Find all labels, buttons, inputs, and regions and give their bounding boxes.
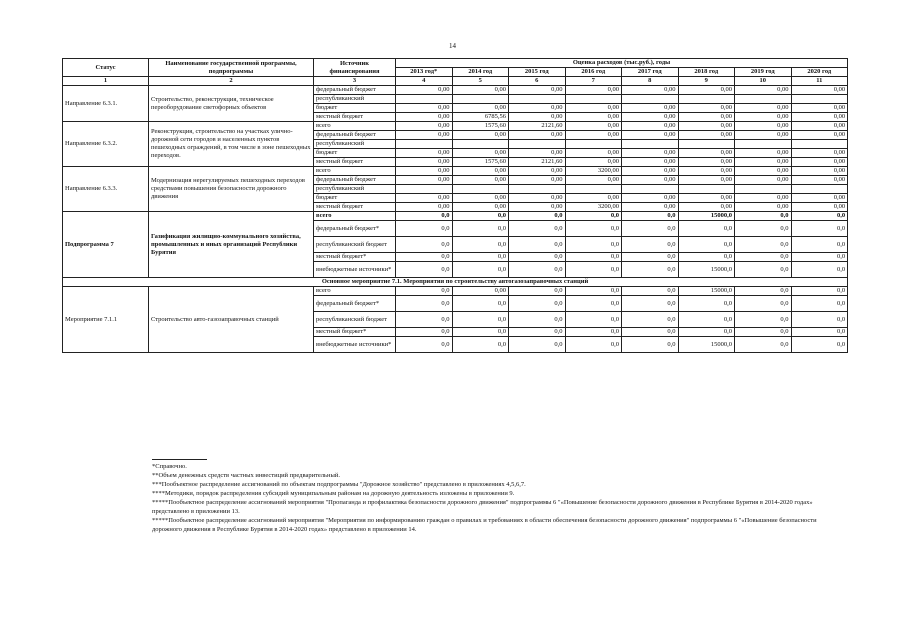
- row-source: внебюджетные источники*: [314, 262, 396, 278]
- row-value: 0,00: [396, 131, 453, 140]
- row-value: 0,0: [452, 237, 509, 253]
- row-value: 15000,0: [678, 287, 735, 296]
- footnote: ***Пообъектное распределение ассигнований по объектам подпрограммы "Дорожное хозяйство" представлено в приложениях 4,5,6,7.: [152, 481, 526, 488]
- row-value: [396, 95, 453, 104]
- row-value: 0,00: [791, 194, 848, 203]
- row-value: 0,00: [791, 158, 848, 167]
- row-status: Направление 6.3.2.: [63, 122, 149, 167]
- row-value: 15000,0: [678, 212, 735, 221]
- row-value: 0,0: [791, 328, 848, 337]
- row-value: 0,0: [452, 212, 509, 221]
- row-value: 0,0: [396, 262, 453, 278]
- row-value: 0,0: [565, 262, 622, 278]
- page-number: 14: [449, 42, 456, 50]
- row-value: 0,0: [791, 237, 848, 253]
- row-value: 0,00: [396, 149, 453, 158]
- row-value: 0,0: [735, 221, 792, 237]
- row-value: 0,0: [452, 262, 509, 278]
- row-value: 0,00: [565, 194, 622, 203]
- row-value: 0,00: [735, 167, 792, 176]
- row-value: 0,0: [678, 312, 735, 328]
- row-value: 0,0: [452, 253, 509, 262]
- row-value: 0,0: [678, 328, 735, 337]
- table-row: [63, 287, 848, 296]
- row-value: 0,0: [735, 337, 792, 353]
- table-body: [63, 86, 848, 353]
- row-value: 0,00: [791, 113, 848, 122]
- row-value: 0,0: [622, 296, 679, 312]
- column-number: 8: [622, 77, 679, 86]
- header-status: Статус: [63, 59, 149, 77]
- row-value: 0,0: [396, 287, 453, 296]
- footnote: *****Пообъектное распределение ассигнований мероприятия "Мероприятия по информированию граждан о правилах и требованиях в области обеспечения безопасности дорожного движения" подпрограммы 6 "«Повышение безопасности дорожного движения в Республике Бурятия в 2014-2020 годах» представлено в приложении 14.: [152, 517, 817, 533]
- row-value: 0,00: [622, 131, 679, 140]
- row-name: Модернизация нерегулируемых пешеходных переходов средствами повышения безопасности дорожного движения: [149, 167, 314, 212]
- row-source: всего: [314, 212, 396, 221]
- year-header: 2020 год: [791, 68, 848, 77]
- column-number: 7: [565, 77, 622, 86]
- row-value: 0,00: [678, 203, 735, 212]
- row-value: 0,00: [622, 158, 679, 167]
- row-source: республиканский бюджет: [314, 237, 396, 253]
- row-value: 0,00: [791, 104, 848, 113]
- row-value: 0,0: [509, 237, 566, 253]
- row-value: 0,00: [791, 122, 848, 131]
- row-value: 0,00: [396, 203, 453, 212]
- row-value: 0,00: [452, 86, 509, 95]
- row-value: 0,00: [622, 122, 679, 131]
- row-value: 0,00: [509, 131, 566, 140]
- row-value: 0,00: [509, 194, 566, 203]
- row-value: [452, 140, 509, 149]
- row-value: 0,00: [509, 104, 566, 113]
- row-value: 0,00: [509, 176, 566, 185]
- row-value: 0,00: [622, 176, 679, 185]
- row-value: 0,0: [509, 296, 566, 312]
- row-value: 3200,00: [565, 203, 622, 212]
- row-value: 0,0: [678, 253, 735, 262]
- year-header: 2018 год: [678, 68, 735, 77]
- row-value: 0,00: [509, 113, 566, 122]
- row-source: республиканский: [314, 185, 396, 194]
- row-value: 0,00: [735, 104, 792, 113]
- row-value: 0,0: [735, 237, 792, 253]
- row-value: 0,00: [735, 203, 792, 212]
- row-value: 0,0: [622, 312, 679, 328]
- year-header: 2013 год*: [396, 68, 453, 77]
- row-value: 0,0: [622, 237, 679, 253]
- row-value: 0,0: [735, 312, 792, 328]
- row-value: 15000,0: [678, 337, 735, 353]
- row-value: 0,0: [622, 253, 679, 262]
- column-number: 4: [396, 77, 453, 86]
- row-status: Направление 6.3.1.: [63, 86, 149, 122]
- row-value: 0,0: [509, 221, 566, 237]
- header-row: [63, 59, 848, 68]
- row-value: 0,0: [678, 296, 735, 312]
- expense-table: [62, 58, 848, 353]
- row-value: [791, 185, 848, 194]
- row-value: 0,0: [565, 296, 622, 312]
- row-value: 0,0: [396, 253, 453, 262]
- row-value: 0,0: [396, 328, 453, 337]
- row-name: Строительство авто-газозаправочных станций: [149, 287, 314, 353]
- row-source: местный бюджет*: [314, 328, 396, 337]
- row-value: 0,00: [678, 122, 735, 131]
- column-number: 1: [63, 77, 149, 86]
- row-status: Подпрограмма 7: [63, 212, 149, 278]
- row-name: Строительство, реконструкция, техническое переоборудование светофорных объектов: [149, 86, 314, 122]
- row-source: местный бюджет*: [314, 253, 396, 262]
- footnote: **Объем денежных средств частных инвестиций предварительный.: [152, 472, 340, 479]
- row-value: [452, 185, 509, 194]
- row-value: 0,0: [622, 328, 679, 337]
- footnotes: [152, 459, 842, 534]
- row-source: бюджет: [314, 104, 396, 113]
- row-value: 0,0: [509, 312, 566, 328]
- row-value: 0,0: [452, 296, 509, 312]
- row-value: [565, 95, 622, 104]
- row-source: местный бюджет: [314, 203, 396, 212]
- column-number: 2: [149, 77, 314, 86]
- footnote: *****Пообъектное распределение ассигнований мероприятия "Пропаганда и профилактика безопасности дорожного движения" подпрограммы 6 "«Повышение безопасности дорожного движения в Республике Бурятия в 2014-2020 годах» представлено в приложении 13.: [152, 499, 813, 515]
- table-row: [63, 122, 848, 131]
- row-value: 0,00: [678, 194, 735, 203]
- row-value: 0,00: [565, 86, 622, 95]
- row-value: [791, 95, 848, 104]
- row-value: 0,0: [452, 337, 509, 353]
- column-number-row: [63, 77, 848, 86]
- row-value: [509, 140, 566, 149]
- row-value: 0,00: [396, 122, 453, 131]
- row-value: 15000,0: [678, 262, 735, 278]
- row-value: 0,00: [565, 176, 622, 185]
- row-value: 0,00: [735, 158, 792, 167]
- row-value: 0,0: [735, 328, 792, 337]
- row-value: [565, 140, 622, 149]
- row-value: 0,00: [396, 158, 453, 167]
- row-value: 0,00: [452, 104, 509, 113]
- row-value: 0,0: [791, 287, 848, 296]
- row-value: [565, 185, 622, 194]
- row-value: 0,00: [452, 131, 509, 140]
- row-value: 0,0: [396, 312, 453, 328]
- row-source: местный бюджет: [314, 113, 396, 122]
- row-value: 0,00: [735, 86, 792, 95]
- row-value: 0,0: [791, 212, 848, 221]
- row-value: 0,00: [678, 176, 735, 185]
- row-value: 0,0: [509, 328, 566, 337]
- row-value: 2121,60: [509, 122, 566, 131]
- row-value: 0,0: [509, 262, 566, 278]
- row-value: 1575,60: [452, 122, 509, 131]
- column-number: 10: [735, 77, 792, 86]
- row-value: 0,00: [678, 149, 735, 158]
- section-row: [63, 278, 848, 287]
- row-value: 0,00: [735, 176, 792, 185]
- row-value: 0,0: [791, 262, 848, 278]
- row-value: 2121,60: [509, 158, 566, 167]
- row-value: [678, 185, 735, 194]
- row-value: 0,00: [735, 149, 792, 158]
- row-value: 0,0: [565, 212, 622, 221]
- row-source: федеральный бюджет*: [314, 296, 396, 312]
- row-value: [396, 140, 453, 149]
- row-value: 0,0: [396, 337, 453, 353]
- row-source: всего: [314, 167, 396, 176]
- row-value: 0,00: [565, 122, 622, 131]
- row-value: [509, 95, 566, 104]
- row-value: 0,00: [791, 176, 848, 185]
- row-value: 0,0: [452, 328, 509, 337]
- row-value: 0,0: [565, 337, 622, 353]
- year-header: 2017 год: [622, 68, 679, 77]
- row-value: 0,00: [396, 86, 453, 95]
- row-value: [735, 185, 792, 194]
- row-value: [678, 140, 735, 149]
- row-value: 0,0: [791, 253, 848, 262]
- table-row: [63, 167, 848, 176]
- column-number: 11: [791, 77, 848, 86]
- row-value: 0,0: [565, 287, 622, 296]
- table-row: [63, 86, 848, 95]
- row-value: 0,0: [622, 287, 679, 296]
- row-value: 0,0: [622, 262, 679, 278]
- row-value: 3200,00: [565, 167, 622, 176]
- row-value: 0,0: [735, 287, 792, 296]
- header-estimate: Оценка расходов (тыс.руб.), годы: [396, 59, 848, 68]
- row-source: всего: [314, 287, 396, 296]
- row-value: 0,0: [452, 221, 509, 237]
- row-value: 0,00: [735, 113, 792, 122]
- row-source: федеральный бюджет: [314, 86, 396, 95]
- row-value: 0,00: [735, 131, 792, 140]
- row-value: 0,0: [452, 312, 509, 328]
- row-value: 0,0: [565, 237, 622, 253]
- row-value: 0,00: [396, 104, 453, 113]
- row-value: 0,00: [622, 86, 679, 95]
- footnote-rule: [152, 459, 207, 460]
- row-value: [452, 95, 509, 104]
- row-value: 0,00: [791, 86, 848, 95]
- row-value: 0,0: [735, 212, 792, 221]
- row-value: 0,00: [791, 131, 848, 140]
- row-value: 0,0: [678, 237, 735, 253]
- row-value: 0,0: [396, 212, 453, 221]
- row-value: 0,00: [678, 167, 735, 176]
- row-value: [509, 185, 566, 194]
- row-value: 0,00: [452, 194, 509, 203]
- row-value: 0,0: [396, 237, 453, 253]
- row-value: 0,00: [565, 149, 622, 158]
- row-value: 0,0: [622, 337, 679, 353]
- row-value: 0,00: [622, 194, 679, 203]
- row-value: 0,00: [678, 131, 735, 140]
- row-value: [735, 140, 792, 149]
- row-source: бюджет: [314, 194, 396, 203]
- row-value: 0,0: [509, 337, 566, 353]
- row-value: 0,00: [396, 194, 453, 203]
- column-number: 6: [509, 77, 566, 86]
- section-title: Основное мероприятие 7.1. Мероприятия по строительству автогазозаправочных станций: [63, 278, 848, 287]
- footnote: ****Методики, порядок распределения субсидий муниципальным районам на дорожную деятельность изложены в приложении 9.: [152, 490, 515, 497]
- row-value: 0,00: [678, 86, 735, 95]
- row-source: бюджет: [314, 149, 396, 158]
- row-source: республиканский: [314, 95, 396, 104]
- row-value: 0,0: [622, 212, 679, 221]
- row-source: федеральный бюджет: [314, 176, 396, 185]
- row-value: 0,00: [791, 203, 848, 212]
- row-value: 6785,56: [452, 113, 509, 122]
- row-value: 0,0: [678, 221, 735, 237]
- column-number: 5: [452, 77, 509, 86]
- row-value: 0,00: [622, 167, 679, 176]
- row-value: 0,0: [565, 328, 622, 337]
- row-value: 0,00: [622, 104, 679, 113]
- row-value: 0,00: [791, 149, 848, 158]
- row-value: 0,00: [565, 113, 622, 122]
- row-value: 0,00: [735, 194, 792, 203]
- row-value: [678, 95, 735, 104]
- row-value: 0,0: [622, 221, 679, 237]
- row-value: 0,00: [452, 167, 509, 176]
- row-source: всего: [314, 122, 396, 131]
- row-value: [622, 185, 679, 194]
- row-name: Газификация жилищно-коммунального хозяйства, промышленных и иных организаций Республики Бурятия: [149, 212, 314, 278]
- row-value: [791, 140, 848, 149]
- row-value: 0,00: [452, 176, 509, 185]
- row-status: Мероприятие 7.1.1: [63, 287, 149, 353]
- row-value: 0,00: [678, 113, 735, 122]
- row-value: 0,0: [565, 253, 622, 262]
- row-value: 0,0: [735, 262, 792, 278]
- header-source: Источник финансирования: [314, 59, 396, 77]
- row-value: 0,00: [509, 149, 566, 158]
- row-status: Направление 6.3.3.: [63, 167, 149, 212]
- row-value: 0,0: [396, 296, 453, 312]
- row-value: 0,0: [509, 212, 566, 221]
- column-number: 9: [678, 77, 735, 86]
- row-source: республиканский: [314, 140, 396, 149]
- year-header: 2019 год: [735, 68, 792, 77]
- row-value: 0,0: [791, 296, 848, 312]
- row-value: 0,00: [565, 131, 622, 140]
- row-value: 0,00: [622, 113, 679, 122]
- row-value: 0,00: [678, 158, 735, 167]
- row-source: федеральный бюджет*: [314, 221, 396, 237]
- row-value: 0,00: [791, 167, 848, 176]
- footnote: *Справочно.: [152, 463, 187, 470]
- row-value: 0,0: [735, 296, 792, 312]
- row-value: 0,00: [509, 86, 566, 95]
- row-value: 0,0: [791, 337, 848, 353]
- row-value: 0,0: [509, 253, 566, 262]
- row-value: 0,0: [565, 312, 622, 328]
- row-source: местный бюджет: [314, 158, 396, 167]
- year-header: 2016 год: [565, 68, 622, 77]
- row-value: 0,00: [396, 167, 453, 176]
- row-source: внебюджетные источники*: [314, 337, 396, 353]
- row-value: 0,00: [509, 167, 566, 176]
- row-value: [622, 140, 679, 149]
- column-number: 3: [314, 77, 396, 86]
- row-value: 0,00: [622, 203, 679, 212]
- row-value: [396, 185, 453, 194]
- row-value: 0,00: [452, 287, 509, 296]
- row-value: 0,00: [678, 104, 735, 113]
- row-value: [622, 95, 679, 104]
- row-value: 0,0: [509, 287, 566, 296]
- row-value: 0,00: [622, 149, 679, 158]
- row-value: 0,0: [791, 221, 848, 237]
- row-value: 0,00: [396, 176, 453, 185]
- row-value: 0,00: [452, 203, 509, 212]
- row-value: 0,00: [565, 104, 622, 113]
- row-value: 1575,60: [452, 158, 509, 167]
- row-value: 0,00: [735, 122, 792, 131]
- row-value: 0,00: [565, 158, 622, 167]
- table-row: [63, 212, 848, 221]
- row-value: 0,00: [509, 203, 566, 212]
- row-name: Реконструкция, строительство на участках улично-дорожной сети городов и населенных пунктов пешеходных ограждений, в том числе в зоне пешеходных переходов.: [149, 122, 314, 167]
- row-source: федеральный бюджет: [314, 131, 396, 140]
- row-value: 0,0: [565, 221, 622, 237]
- row-source: республиканский бюджет: [314, 312, 396, 328]
- row-value: 0,00: [452, 149, 509, 158]
- header-name: Наименование государственной программы, подпрограммы: [149, 59, 314, 77]
- year-header: 2015 год: [509, 68, 566, 77]
- row-value: [735, 95, 792, 104]
- row-value: 0,0: [791, 312, 848, 328]
- year-header: 2014 год: [452, 68, 509, 77]
- row-value: 0,0: [396, 221, 453, 237]
- row-value: 0,00: [396, 113, 453, 122]
- row-value: 0,0: [735, 253, 792, 262]
